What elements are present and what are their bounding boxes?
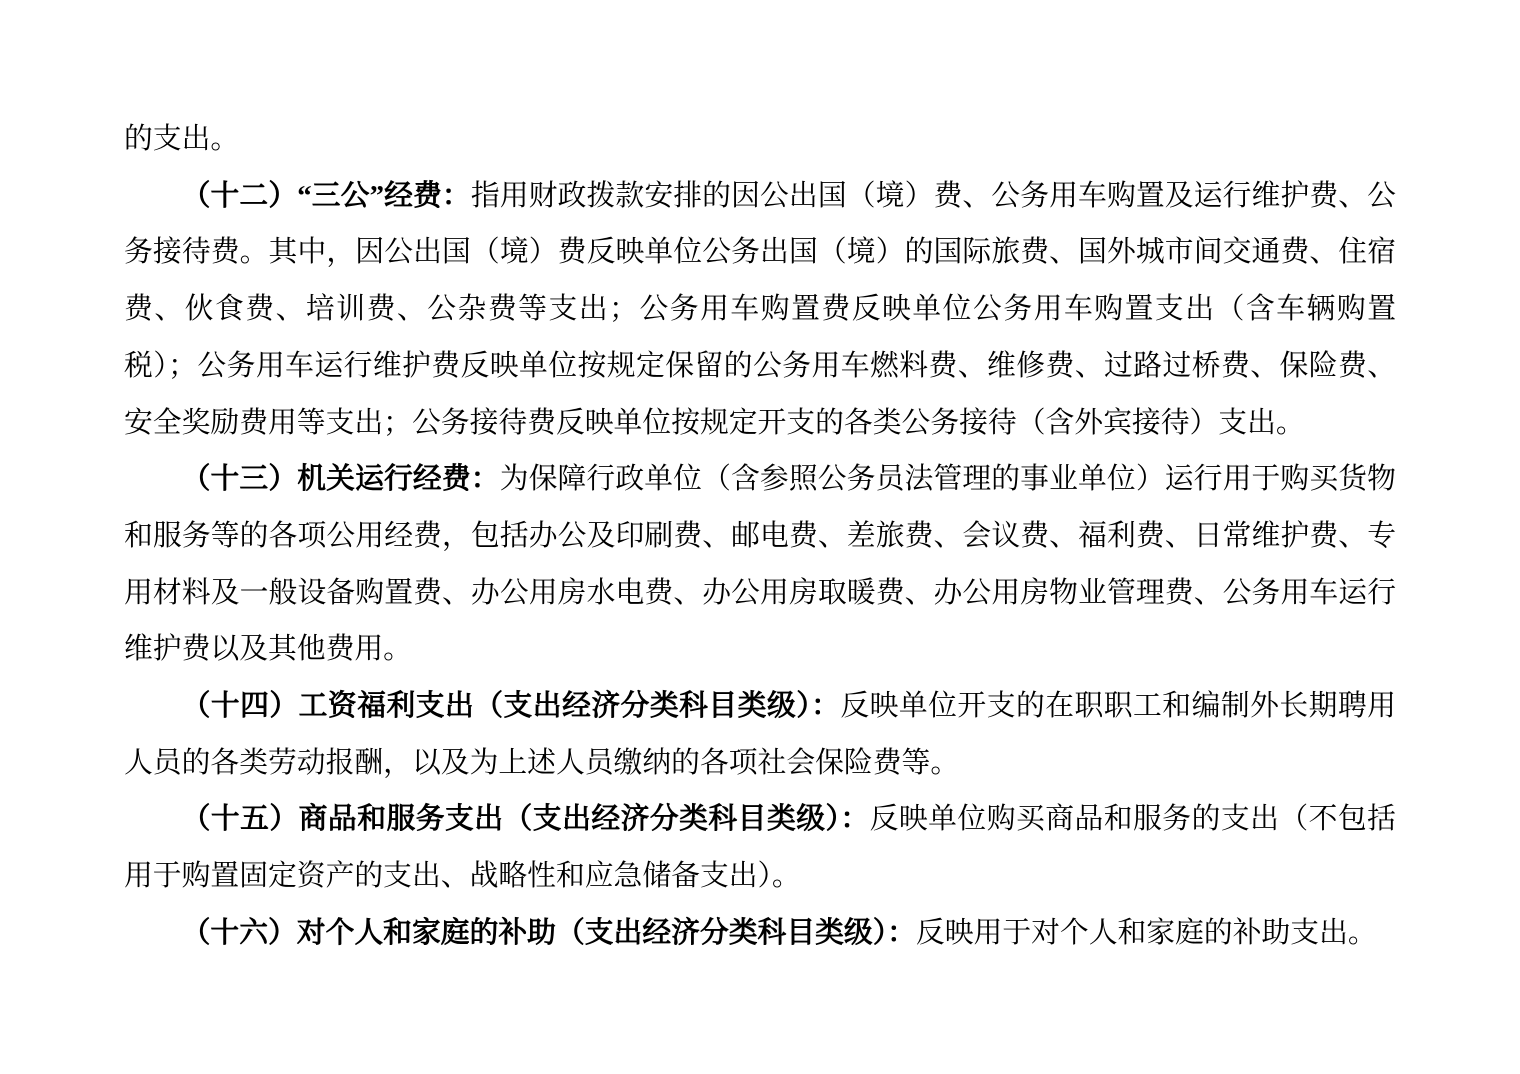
paragraph-text: 的支出。 xyxy=(124,123,240,155)
paragraph xyxy=(124,451,1396,678)
paragraph-lead: （十六）对个人和家庭的补助（支出经济分类科目类级）： xyxy=(181,916,916,949)
paragraph-text: 反映用于对个人和家庭的补助支出。 xyxy=(915,916,1377,949)
paragraph xyxy=(124,905,1396,962)
paragraph-lead: （十二）“三公”经费： xyxy=(181,179,471,212)
paragraph xyxy=(124,168,1396,452)
paragraph-lead: （十四）工资福利支出（支出经济分类科目类级）： xyxy=(181,690,841,723)
paragraph-lead: （十三）机关运行经费： xyxy=(181,463,500,496)
paragraph-lead: （十五）商品和服务支出（支出经济分类科目类级）： xyxy=(181,803,870,836)
paragraph xyxy=(124,678,1396,791)
paragraph-text: 为保障行政单位（含参照公务员法管理的事业单位）运行用于购买货物和服务等的各项公用经费，包括办公及印刷费、邮电费、差旅费、会议费、福利费、日常维护费、专用材料及一般设备购置费、办公用房水电费、办公用房取暖费、办公用房物业管理费、公务用车运行维护费以及其他费用。 xyxy=(124,463,1396,666)
paragraph xyxy=(124,111,1396,168)
paragraph-text: 反映单位购买商品和服务的支出（不包括用于购置固定资产的支出、战略性和应急储备支出）。 xyxy=(124,803,1396,893)
paragraph xyxy=(124,791,1396,904)
paragraph-text: 指用财政拨款安排的因公出国（境）费、公务用车购置及运行维护费、公务接待费。其中，因公出国（境）费反映单位公务出国（境）的国际旅费、国外城市间交通费、住宿费、伙食费、培训费、公杂费等支出；公务用车购置费反映单位公务用车购置支出（含车辆购置税）；公务用车运行维护费反映单位按规定保留的公务用车燃料费、维修费、过路过桥费、保险费、安全奖励费用等支出；公务接待费反映单位按规定开支的各类公务接待（含外宾接待）支出。 xyxy=(124,179,1396,439)
paragraph-text: 反映单位开支的在职职工和编制外长期聘用人员的各类劳动报酬，以及为上述人员缴纳的各项社会保险费等。 xyxy=(124,690,1396,779)
document-body xyxy=(124,111,1396,962)
